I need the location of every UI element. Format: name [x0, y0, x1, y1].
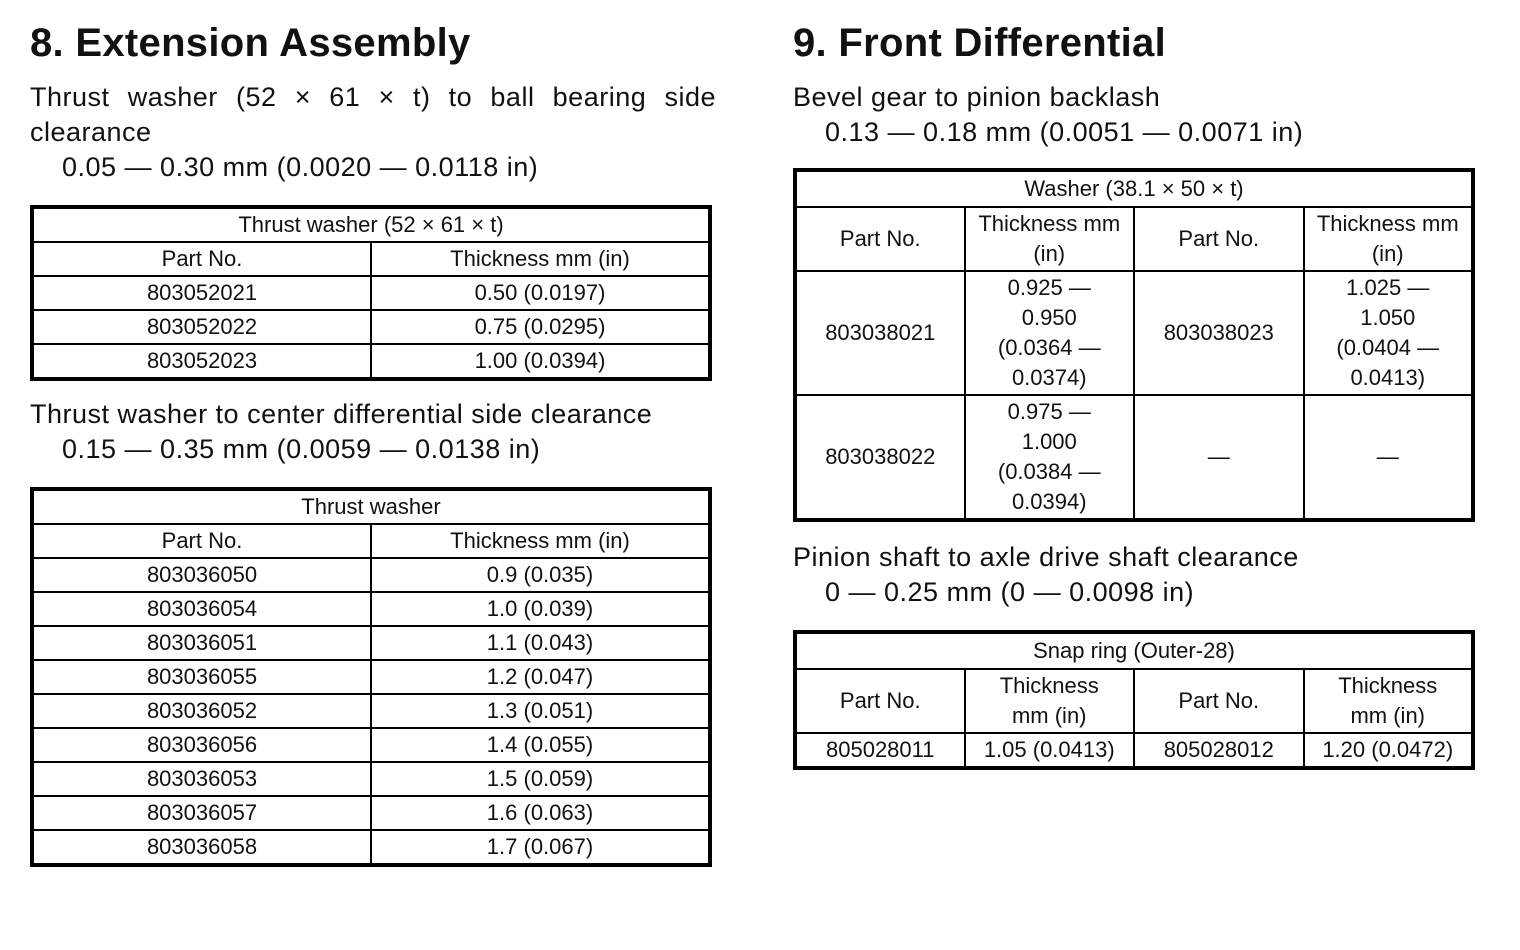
table-row [795, 271, 1473, 395]
thickness-cell: 1.0 (0.039) [371, 592, 710, 626]
part-no-cell: 803036052 [32, 694, 371, 728]
part-no-cell: 803036053 [32, 762, 371, 796]
header-thickness: Thickness mm (in) [1304, 669, 1474, 733]
table-row [32, 558, 710, 592]
thickness-cell: 1.025 — 1.050 (0.0404 — 0.0413) [1304, 271, 1474, 395]
table-row [32, 694, 710, 728]
table-caption: Washer (38.1 × 50 × t) [795, 170, 1473, 207]
header-thickness: Thickness mm (in) [371, 524, 710, 558]
thickness-cell: 1.7 (0.067) [371, 830, 710, 865]
part-no-cell: 803052023 [32, 344, 371, 379]
thickness-cell: 1.20 (0.0472) [1304, 733, 1474, 768]
table-row [795, 395, 1473, 520]
section-9-desc-2: Pinion shaft to axle drive shaft clearance [793, 542, 1299, 572]
section-8-desc-1: Thrust washer (52 × 61 × t) to ball bearing side clearance [30, 82, 716, 147]
header-part-no: Part No. [1134, 207, 1304, 271]
section-extension-assembly [30, 0, 716, 867]
table-row [32, 796, 710, 830]
section-9-desc-1: Bevel gear to pinion backlash [793, 82, 1161, 112]
section-front-differential [793, 0, 1475, 770]
thrust-washer-52-table [30, 205, 712, 381]
thickness-cell: 1.4 (0.055) [371, 728, 710, 762]
table-row [32, 592, 710, 626]
thickness-cell: 0.9 (0.035) [371, 558, 710, 592]
table-row [32, 830, 710, 865]
header-part-no: Part No. [32, 524, 371, 558]
table-row [32, 626, 710, 660]
table-row [32, 344, 710, 379]
thickness-cell: 1.6 (0.063) [371, 796, 710, 830]
section-9-value-2: 0 — 0.25 mm (0 — 0.0098 in) [825, 577, 1195, 607]
thickness-cell: 1.3 (0.051) [371, 694, 710, 728]
table-row [32, 660, 710, 694]
table-caption: Thrust washer (52 × 61 × t) [32, 207, 710, 242]
header-part-no: Part No. [795, 669, 965, 733]
part-no-cell: 803036051 [32, 626, 371, 660]
part-no-cell: 803036050 [32, 558, 371, 592]
header-thickness: Thickness mm (in) [1304, 207, 1474, 271]
thickness-cell: 1.5 (0.059) [371, 762, 710, 796]
thickness-cell: — [1304, 395, 1474, 520]
table-row [32, 310, 710, 344]
snap-ring-table [793, 630, 1475, 770]
table-row [795, 733, 1473, 768]
part-no-cell: 803036054 [32, 592, 371, 626]
part-no-cell: 803038022 [795, 395, 965, 520]
header-part-no: Part No. [795, 207, 965, 271]
part-no-cell: 803038023 [1134, 271, 1304, 395]
thickness-cell: 0.75 (0.0295) [371, 310, 710, 344]
table-row [32, 728, 710, 762]
section-8-value-2: 0.15 — 0.35 mm (0.0059 — 0.0138 in) [62, 434, 541, 464]
table-caption: Thrust washer [32, 489, 710, 524]
part-no-cell: 805028012 [1134, 733, 1304, 768]
section-9-value-1: 0.13 — 0.18 mm (0.0051 — 0.0071 in) [825, 117, 1304, 147]
section-9-title: 9. Front Differential [793, 21, 1166, 65]
thickness-cell: 1.00 (0.0394) [371, 344, 710, 379]
part-no-cell: 803036056 [32, 728, 371, 762]
table-row [32, 276, 710, 310]
part-no-cell: 803052022 [32, 310, 371, 344]
thickness-cell: 0.50 (0.0197) [371, 276, 710, 310]
thickness-cell: 1.05 (0.0413) [965, 733, 1135, 768]
part-no-cell: 803036058 [32, 830, 371, 865]
header-part-no: Part No. [32, 242, 371, 276]
section-8-desc-2: Thrust washer to center differential side clearance [30, 399, 653, 429]
part-no-cell: 803036055 [32, 660, 371, 694]
header-thickness: Thickness mm (in) [965, 669, 1135, 733]
section-8-value-1: 0.05 — 0.30 mm (0.0020 — 0.0118 in) [62, 152, 539, 182]
part-no-cell: — [1134, 395, 1304, 520]
table-row [32, 762, 710, 796]
header-thickness: Thickness mm (in) [965, 207, 1135, 271]
part-no-cell: 803038021 [795, 271, 965, 395]
header-part-no: Part No. [1134, 669, 1304, 733]
header-thickness: Thickness mm (in) [371, 242, 710, 276]
thickness-cell: 1.1 (0.043) [371, 626, 710, 660]
thickness-cell: 0.975 — 1.000 (0.0384 — 0.0394) [965, 395, 1135, 520]
part-no-cell: 803036057 [32, 796, 371, 830]
section-8-title: 8. Extension Assembly [30, 21, 471, 65]
thickness-cell: 1.2 (0.047) [371, 660, 710, 694]
part-no-cell: 803052021 [32, 276, 371, 310]
thickness-cell: 0.925 — 0.950 (0.0364 — 0.0374) [965, 271, 1135, 395]
table-caption: Snap ring (Outer-28) [795, 632, 1473, 669]
part-no-cell: 805028011 [795, 733, 965, 768]
thrust-washer-table [30, 487, 712, 867]
washer-38-table [793, 168, 1475, 522]
